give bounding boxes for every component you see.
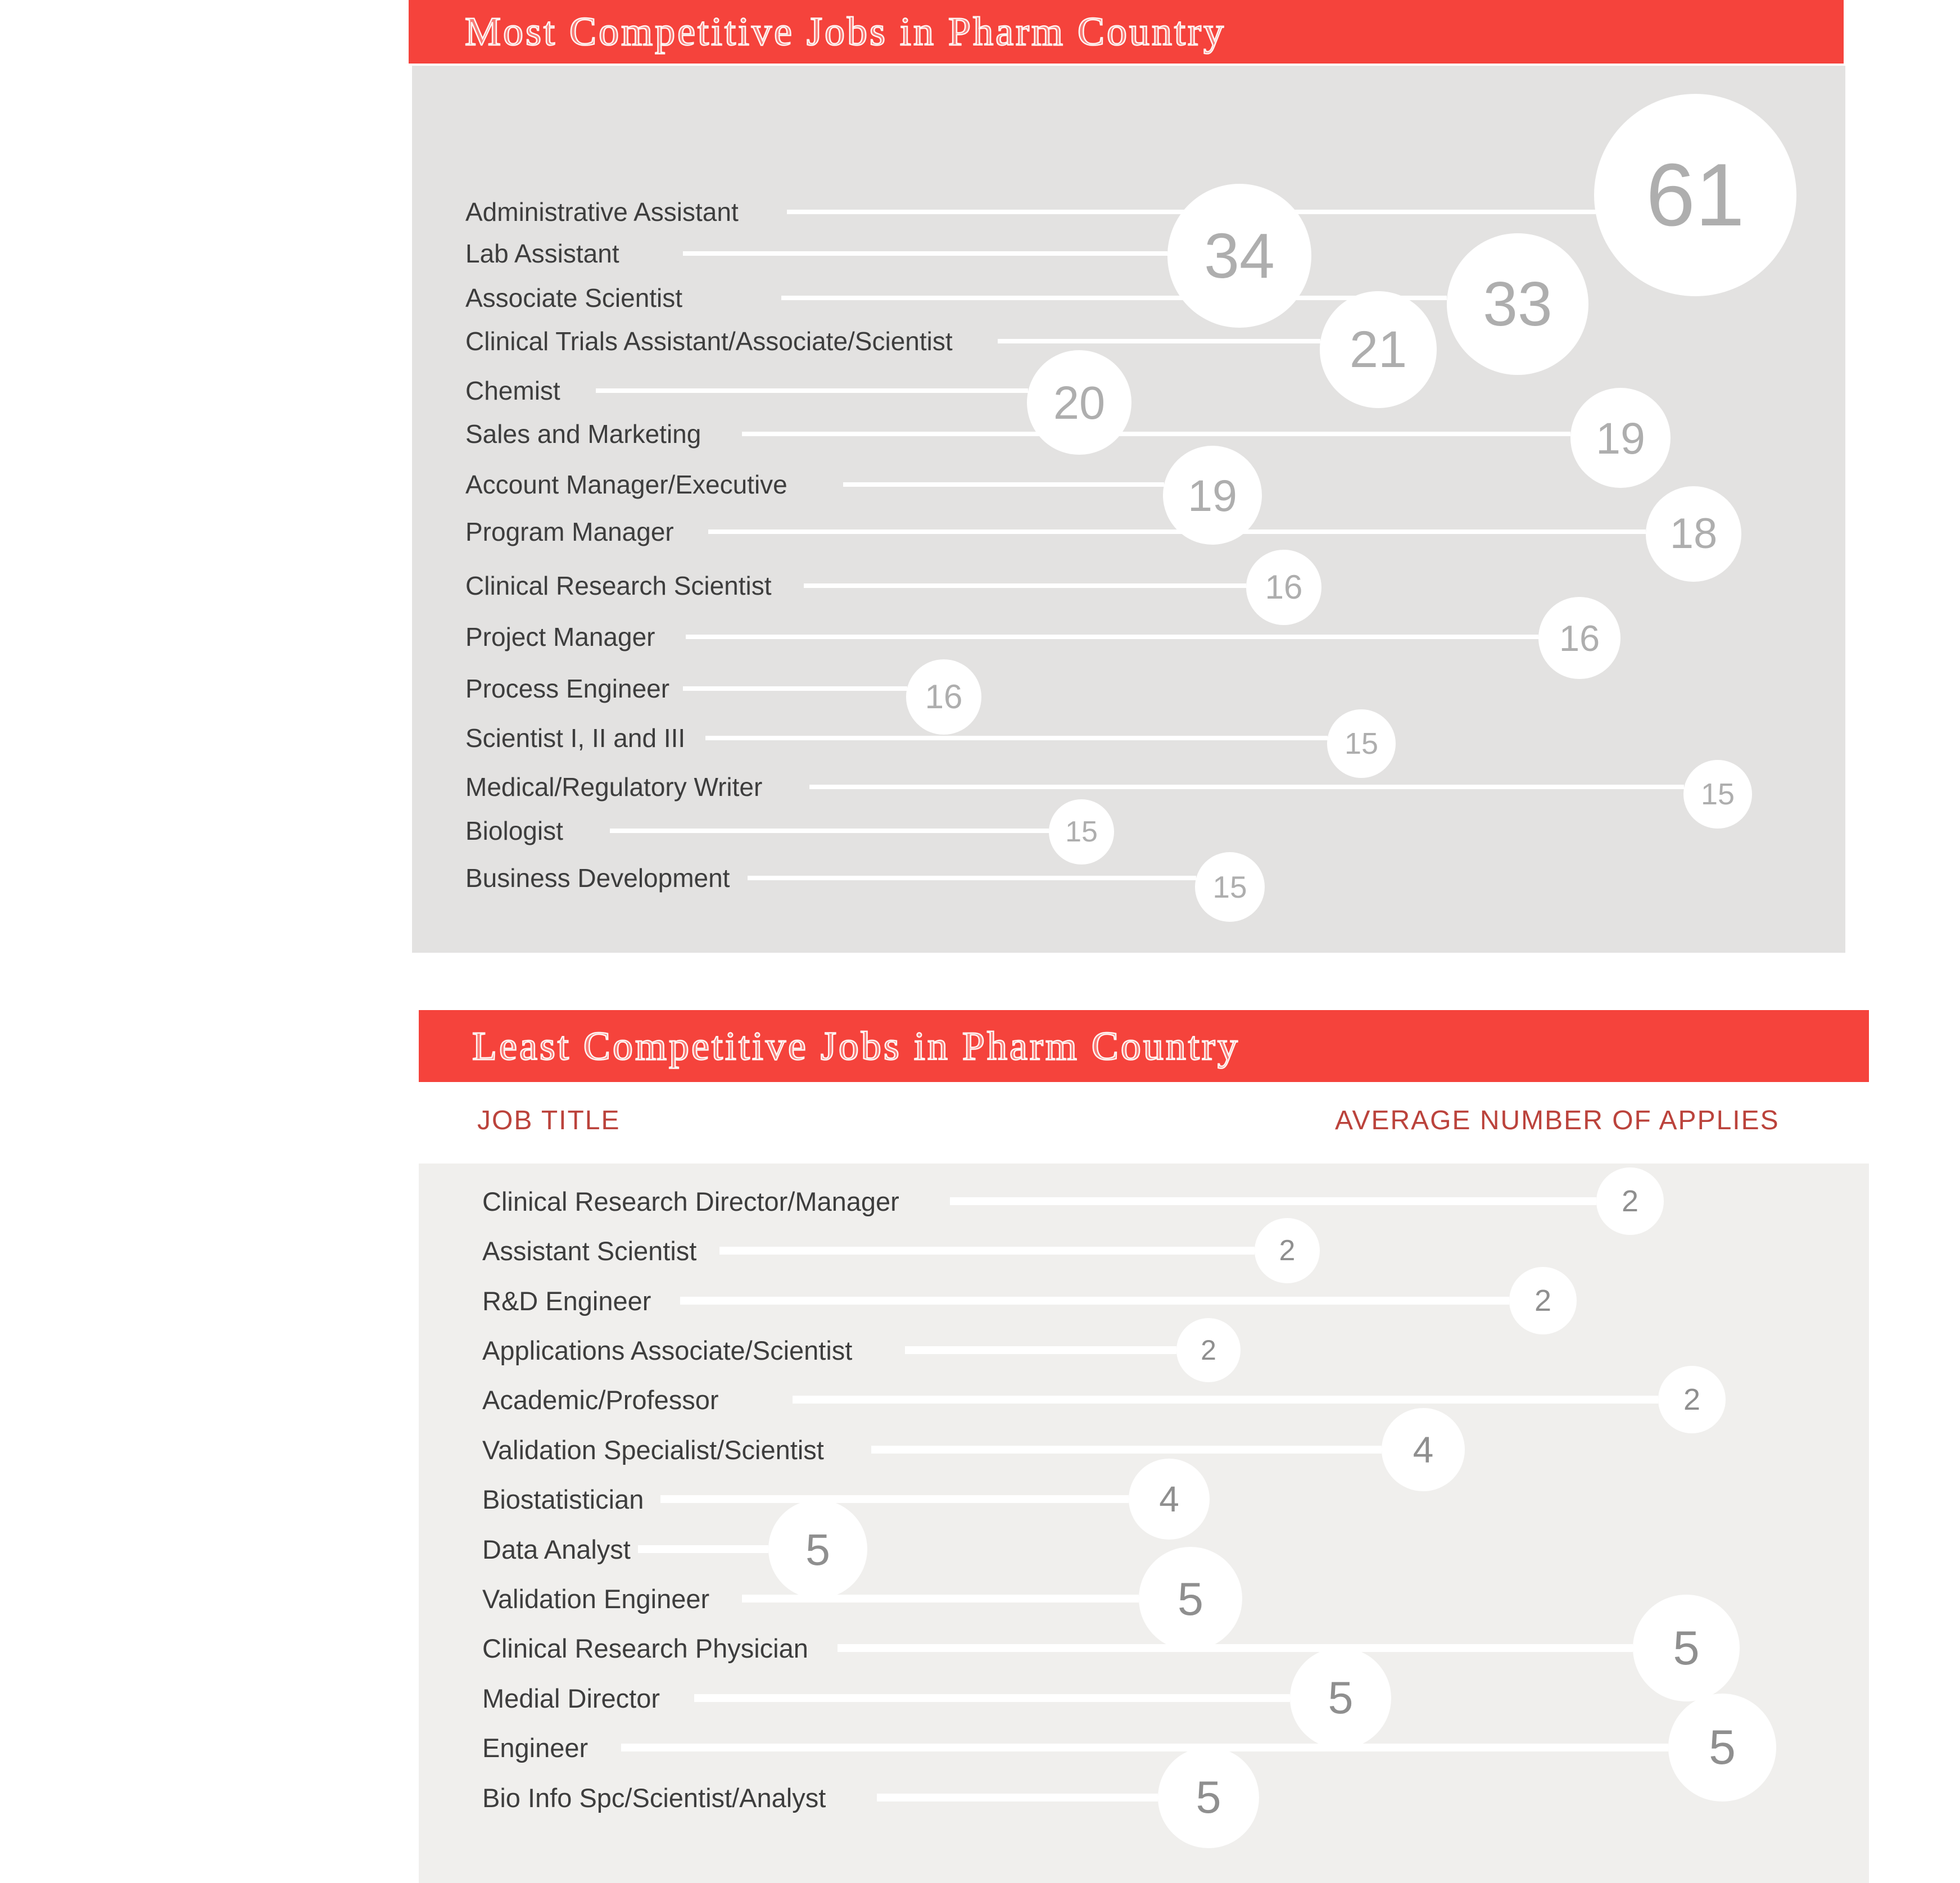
bubble-value: 5 xyxy=(1177,1572,1204,1625)
connector-line xyxy=(877,1794,1158,1801)
value-bubble xyxy=(1195,852,1265,922)
connector-line xyxy=(793,1396,1658,1404)
job-title-label: Process Engineer xyxy=(465,674,670,703)
bubble-value: 5 xyxy=(805,1524,830,1574)
value-bubble xyxy=(1447,233,1588,375)
value-bubble xyxy=(1139,1547,1242,1650)
value-bubble xyxy=(1668,1694,1776,1801)
connector-line xyxy=(660,1495,1129,1503)
connector-line xyxy=(838,1644,1633,1652)
connector-line xyxy=(950,1197,1596,1205)
connector-line xyxy=(596,388,1028,393)
bubble-value: 21 xyxy=(1349,321,1407,378)
bubble-value: 5 xyxy=(1709,1721,1736,1775)
bubble-value: 5 xyxy=(1196,1772,1221,1823)
connector-line xyxy=(748,876,1196,880)
connector-line xyxy=(871,1446,1382,1454)
value-bubble xyxy=(1570,388,1671,488)
bubble-value: 4 xyxy=(1413,1429,1434,1470)
bubble-value: 19 xyxy=(1188,470,1237,520)
connector-line xyxy=(804,583,1246,588)
bubble-value: 20 xyxy=(1053,376,1106,429)
job-title-label: Lab Assistant xyxy=(465,239,619,268)
value-bubble xyxy=(1255,1218,1320,1283)
value-bubble xyxy=(906,659,981,735)
connector-line xyxy=(719,1247,1255,1255)
job-title-label: Project Manager xyxy=(465,622,655,651)
job-title-label: Clinical Trials Assistant/Associate/Scientist xyxy=(465,327,953,356)
job-title-label: Chemist xyxy=(465,376,560,405)
job-title-label: Assistant Scientist xyxy=(482,1235,697,1266)
bubble-value: 2 xyxy=(1621,1184,1639,1218)
bubble-value: 16 xyxy=(925,678,963,716)
job-title-label: Applications Associate/Scientist xyxy=(482,1335,853,1365)
connector-line xyxy=(708,529,1646,534)
section-title: Most Competitive Jobs in Pharm Country xyxy=(465,9,1226,54)
value-bubble xyxy=(1509,1267,1577,1334)
job-title-label: Engineer xyxy=(482,1732,589,1763)
bubble-value: 15 xyxy=(1344,727,1379,761)
connector-line xyxy=(998,339,1320,343)
bubble-value: 34 xyxy=(1204,220,1275,291)
connector-line xyxy=(905,1346,1176,1354)
connector-line xyxy=(843,482,1164,487)
job-title-label: Data Analyst xyxy=(482,1534,631,1564)
connector-line xyxy=(621,1744,1668,1751)
bubble-value: 5 xyxy=(1328,1672,1354,1723)
value-bubble xyxy=(1320,291,1437,408)
value-bubble xyxy=(1176,1318,1241,1382)
value-bubble xyxy=(1158,1747,1259,1848)
value-bubble xyxy=(1633,1595,1740,1701)
job-title-label: Medical/Regulatory Writer xyxy=(465,772,763,802)
value-bubble xyxy=(1129,1459,1210,1540)
bubble-value: 5 xyxy=(1673,1621,1700,1675)
column-header-average-applies: AVERAGE NUMBER OF APPLIES xyxy=(1335,1105,1780,1135)
bubble-value: 2 xyxy=(1201,1334,1216,1366)
job-title-label: Business Development xyxy=(465,863,730,893)
connector-line xyxy=(694,1694,1290,1702)
section-title: Least Competitive Jobs in Pharm Country xyxy=(472,1023,1240,1069)
section-header-band xyxy=(419,1010,1869,1082)
job-title-label: Validation Engineer xyxy=(482,1583,710,1614)
value-bubble xyxy=(1167,184,1311,328)
value-bubble xyxy=(1596,1167,1664,1235)
bubble-value: 16 xyxy=(1559,617,1600,659)
job-title-label: Biologist xyxy=(465,816,563,845)
connector-line xyxy=(742,1595,1139,1603)
value-bubble xyxy=(1290,1647,1391,1749)
bubble-value: 19 xyxy=(1596,413,1645,463)
connector-line xyxy=(809,785,1684,789)
bubble-value: 2 xyxy=(1534,1284,1552,1318)
bubble-value: 15 xyxy=(1065,816,1098,848)
value-bubble xyxy=(1027,350,1131,455)
job-title-label: Clinical Research Director/Manager xyxy=(482,1186,899,1216)
job-title-label: Medial Director xyxy=(482,1683,660,1713)
bubble-value: 18 xyxy=(1669,510,1718,558)
connector-line xyxy=(683,251,1167,256)
value-bubble xyxy=(768,1500,867,1599)
column-header-job-title: JOB TITLE xyxy=(477,1105,621,1135)
bubble-value: 4 xyxy=(1159,1479,1179,1519)
value-bubble xyxy=(1646,486,1741,582)
connector-line xyxy=(686,635,1538,639)
bubble-value: 16 xyxy=(1265,568,1303,606)
job-title-label: Associate Scientist xyxy=(465,283,683,313)
value-bubble xyxy=(1382,1408,1465,1491)
value-bubble xyxy=(1658,1366,1726,1433)
value-bubble xyxy=(1049,799,1114,864)
job-title-label: Validation Specialist/Scientist xyxy=(482,1434,824,1465)
job-title-label: Clinical Research Physician xyxy=(482,1633,808,1663)
value-bubble xyxy=(1538,597,1620,679)
job-title-label: Account Manager/Executive xyxy=(465,470,787,499)
bubble-value: 2 xyxy=(1279,1234,1296,1267)
job-title-label: Scientist I, II and III xyxy=(465,723,686,753)
job-title-label: Administrative Assistant xyxy=(465,197,739,227)
job-title-label: Bio Info Spc/Scientist/Analyst xyxy=(482,1782,826,1813)
bubble-value: 61 xyxy=(1646,146,1745,245)
job-title-label: Academic/Professor xyxy=(482,1384,719,1415)
value-bubble xyxy=(1594,94,1796,296)
bubble-value: 15 xyxy=(1700,777,1735,811)
job-title-label: Clinical Research Scientist xyxy=(465,571,772,600)
value-bubble xyxy=(1246,550,1321,625)
bubble-value: 15 xyxy=(1212,869,1247,904)
job-title-label: R&D Engineer xyxy=(482,1285,651,1316)
bubble-value: 2 xyxy=(1683,1383,1701,1416)
job-title-label: Program Manager xyxy=(465,517,674,546)
section-header-band xyxy=(409,0,1844,64)
connector-line xyxy=(683,686,907,691)
job-title-label: Biostatistician xyxy=(482,1484,644,1514)
bubble-value: 33 xyxy=(1483,269,1552,339)
connector-line xyxy=(742,432,1570,436)
value-bubble xyxy=(1683,760,1752,829)
connector-line xyxy=(705,736,1328,740)
connector-line xyxy=(680,1297,1509,1305)
connector-line xyxy=(638,1545,768,1553)
value-bubble xyxy=(1327,709,1396,778)
job-title-label: Sales and Marketing xyxy=(465,419,701,449)
connector-line xyxy=(610,829,1049,833)
